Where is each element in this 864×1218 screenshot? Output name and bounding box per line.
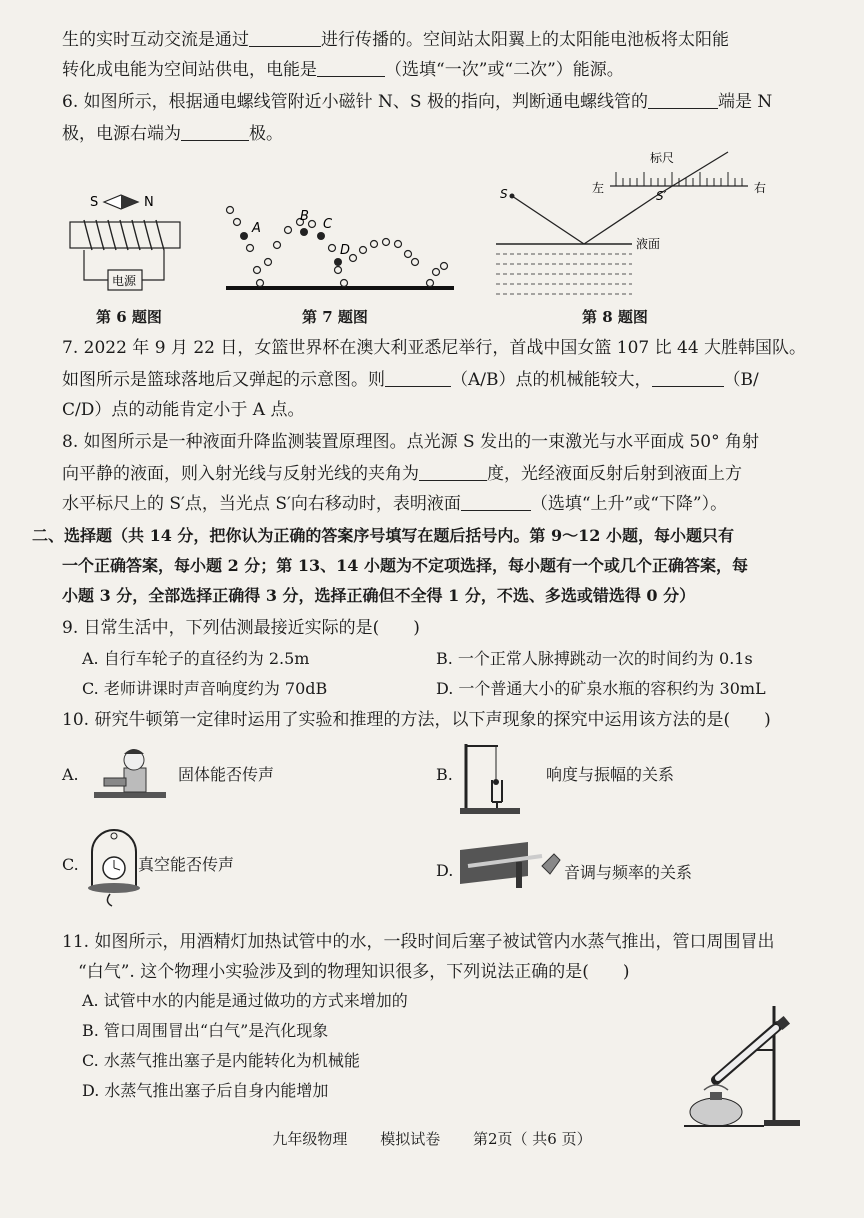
text-segment: （A/B）点的机械能较大， [451,370,652,390]
question-11-option-c[interactable]: C. 水蒸气推出塞子是内能转化为机械能 [82,1051,360,1070]
ball-point-d [334,258,342,266]
question-10-option-a[interactable] [62,744,402,814]
question-11-option-d[interactable]: D. 水蒸气推出塞子后自身内能增加 [82,1081,329,1100]
ball-point-b [300,228,308,236]
question-11-line-2: “白气”. 这个物理小实验涉及到的物理知识很多，下列说法正确的是( ) [78,962,630,982]
option-letter: A. [62,765,79,784]
section-2-heading-line-3: 小题 3 分，全部选择正确得 3 分，选择正确但不全得 1 分，不选、多选或错选得 0 分） [62,586,696,605]
text-segment: 度，光经液面反射后射到液面上方 [487,464,742,484]
footer-page-number: 第2页（ 共6 页） [472,1130,592,1148]
page-footer [0,1128,864,1149]
label-d: D [340,243,351,258]
text-line-1 [62,28,834,52]
option-letter: B. [436,765,453,784]
question-9-option-d[interactable]: D. 一个普通大小的矿泉水瓶的容积约为 30mL [436,679,766,698]
liquid-body-hatching [496,254,632,294]
footer-subject: 九年级物理 [272,1130,348,1148]
question-10-option-d[interactable] [436,836,776,896]
question-9-option-a[interactable]: A. 自行车轮子的直径约为 2.5m [82,649,310,668]
option-letter: C. [62,855,79,874]
text-segment: 极，电源右端为 [62,124,181,144]
question-10-option-b[interactable] [436,740,776,818]
question-9-option-c[interactable]: C. 老师讲课时声音响度约为 70dB [82,679,328,698]
incident-ray [512,196,584,244]
figure-6-solenoid [60,180,210,300]
stand-base [764,1120,800,1126]
text-segment: 如图所示是篮球落地后又弹起的示意图。则 [62,370,385,390]
question-7-line-2 [62,368,834,392]
question-8-line-2 [62,462,834,486]
text-segment: 进行传播的。空间站太阳翼上的太阳能电池板将太阳能 [321,30,729,50]
answer-blank[interactable] [249,28,321,47]
section-2-heading-line-1: 二、选择题（共 14 分，把你认为正确的答案序号填写在题后括号内。第 9～12 小题，每小题只有 [32,526,734,545]
option-text: 音调与频率的关系 [564,863,693,882]
answer-blank[interactable] [648,90,718,109]
section-2-heading-line-2: 一个正确答案，每小题 2 分；第 13、14 小题为不定项选择，每小题有一个或几个正确答案，每 [62,556,748,575]
ball-point-a [240,232,248,240]
label-c: C [323,217,333,232]
question-8-line-3 [62,492,834,516]
question-10-stem: 10. 研究牛顿第一定律时运用了实验和推理的方法，以下声现象的探究中运用该方法的是( ) [62,710,771,730]
text-segment: 生的实时互动交流是通过 [62,30,249,50]
question-6-line-2 [62,122,834,146]
text-segment: 向平静的液面，则入射光线与反射光线的夹角为 [62,464,419,484]
figure-7-bouncing-ball [222,200,458,300]
question-11-line-1: 11. 如图所示，用酒精灯加热试管中的水，一段时间后塞子被试管内水蒸气推出，管口周围冒出 [62,932,775,952]
option-text: 真空能否传声 [138,855,235,874]
reflected-spot-label: S′ [656,189,667,203]
bell-jar-alarm-illustration [84,828,144,908]
ruler-left-label: 左 [592,181,605,195]
answer-blank[interactable] [317,58,385,77]
text-line-2 [62,58,834,82]
figure-6-caption: 第 6 题图 [96,308,162,326]
question-10-option-c[interactable] [62,828,402,908]
label-b: B [300,209,309,224]
question-8-line-1: 8. 如图所示是一种液面升降监测装置原理图。点光源 S 发出的一束激光与水平面成 50° 角射 [62,432,760,452]
ruler-right-label: 右 [754,181,767,195]
figure-7-caption: 第 7 题图 [302,308,368,326]
footer-type: 模拟试卷 [380,1130,441,1148]
answer-blank[interactable] [652,368,724,387]
question-6-line-1 [62,90,834,114]
question-7-line-3: C/D）点的动能肯定小于 A 点。 [62,400,305,420]
figure-8-caption: 第 8 题图 [582,308,648,326]
ruler-on-table-illustration [458,836,568,896]
ball-point-c [317,232,325,240]
label-a: A [252,221,261,236]
tuning-fork-stand-illustration [458,740,528,816]
text-segment: （选填“一次”或“二次”）能源。 [385,60,624,80]
option-letter: D. [436,861,454,880]
answer-blank[interactable] [181,122,249,141]
light-source-label: S [500,187,508,201]
text-segment: 水平标尺上的 S′点，当光点 S′向右移动时，表明液面 [62,494,461,514]
flame [704,1085,728,1090]
text-segment: 转化成电能为空间站供电，电能是 [62,60,317,80]
liquid-surface-label: 液面 [636,237,661,251]
text-segment: 端是 N [717,92,773,112]
alcohol-lamp [690,1098,742,1126]
question-9-stem: 9. 日常生活中，下列估测最接近实际的是( ) [62,618,420,638]
figure-8-liquid-level [492,148,782,300]
wire-right [142,250,164,280]
question-9-option-b[interactable]: B. 一个正常人脉搏跳动一次的时间约为 0.1s [436,649,753,668]
ruler-label: 标尺 [650,151,675,165]
answer-blank[interactable] [461,492,531,511]
student-desk-illustration [90,744,170,810]
compass-s-label: S [90,195,99,210]
text-segment: 极。 [249,124,283,144]
question-11-option-b[interactable]: B. 管口周围冒出“白气”是汽化现象 [82,1021,329,1040]
question-7-line-1: 7. 2022 年 9 月 22 日，女篮世界杯在澳大利亚悉尼举行，首战中国女篮 107 比 44 大胜韩国队。 [62,338,807,358]
wire-left [84,250,108,280]
solenoid-core [70,222,180,248]
compass-n-label: N [144,195,154,210]
question-11-option-a[interactable]: A. 试管中水的内能是通过做功的方式来增加的 [82,991,408,1010]
compass-needle-n-half [121,195,138,209]
ball-trajectory [227,207,448,287]
option-text: 固体能否传声 [178,765,275,784]
option-text: 响度与振幅的关系 [546,765,675,784]
power-supply-label: 电源 [112,274,137,288]
test-tube-heating-illustration [680,1000,810,1130]
solenoid-coil [84,220,164,250]
ruler-ticks [616,172,742,186]
text-segment: 6. 如图所示，根据通电螺线管附近小磁针 N、S 极的指向，判断通电螺线管的 [62,92,648,112]
answer-blank[interactable] [419,462,487,481]
text-segment: （B/ [723,370,759,390]
text-segment: （选填“上升”或“下降”）。 [530,494,728,514]
answer-blank[interactable] [385,368,451,387]
